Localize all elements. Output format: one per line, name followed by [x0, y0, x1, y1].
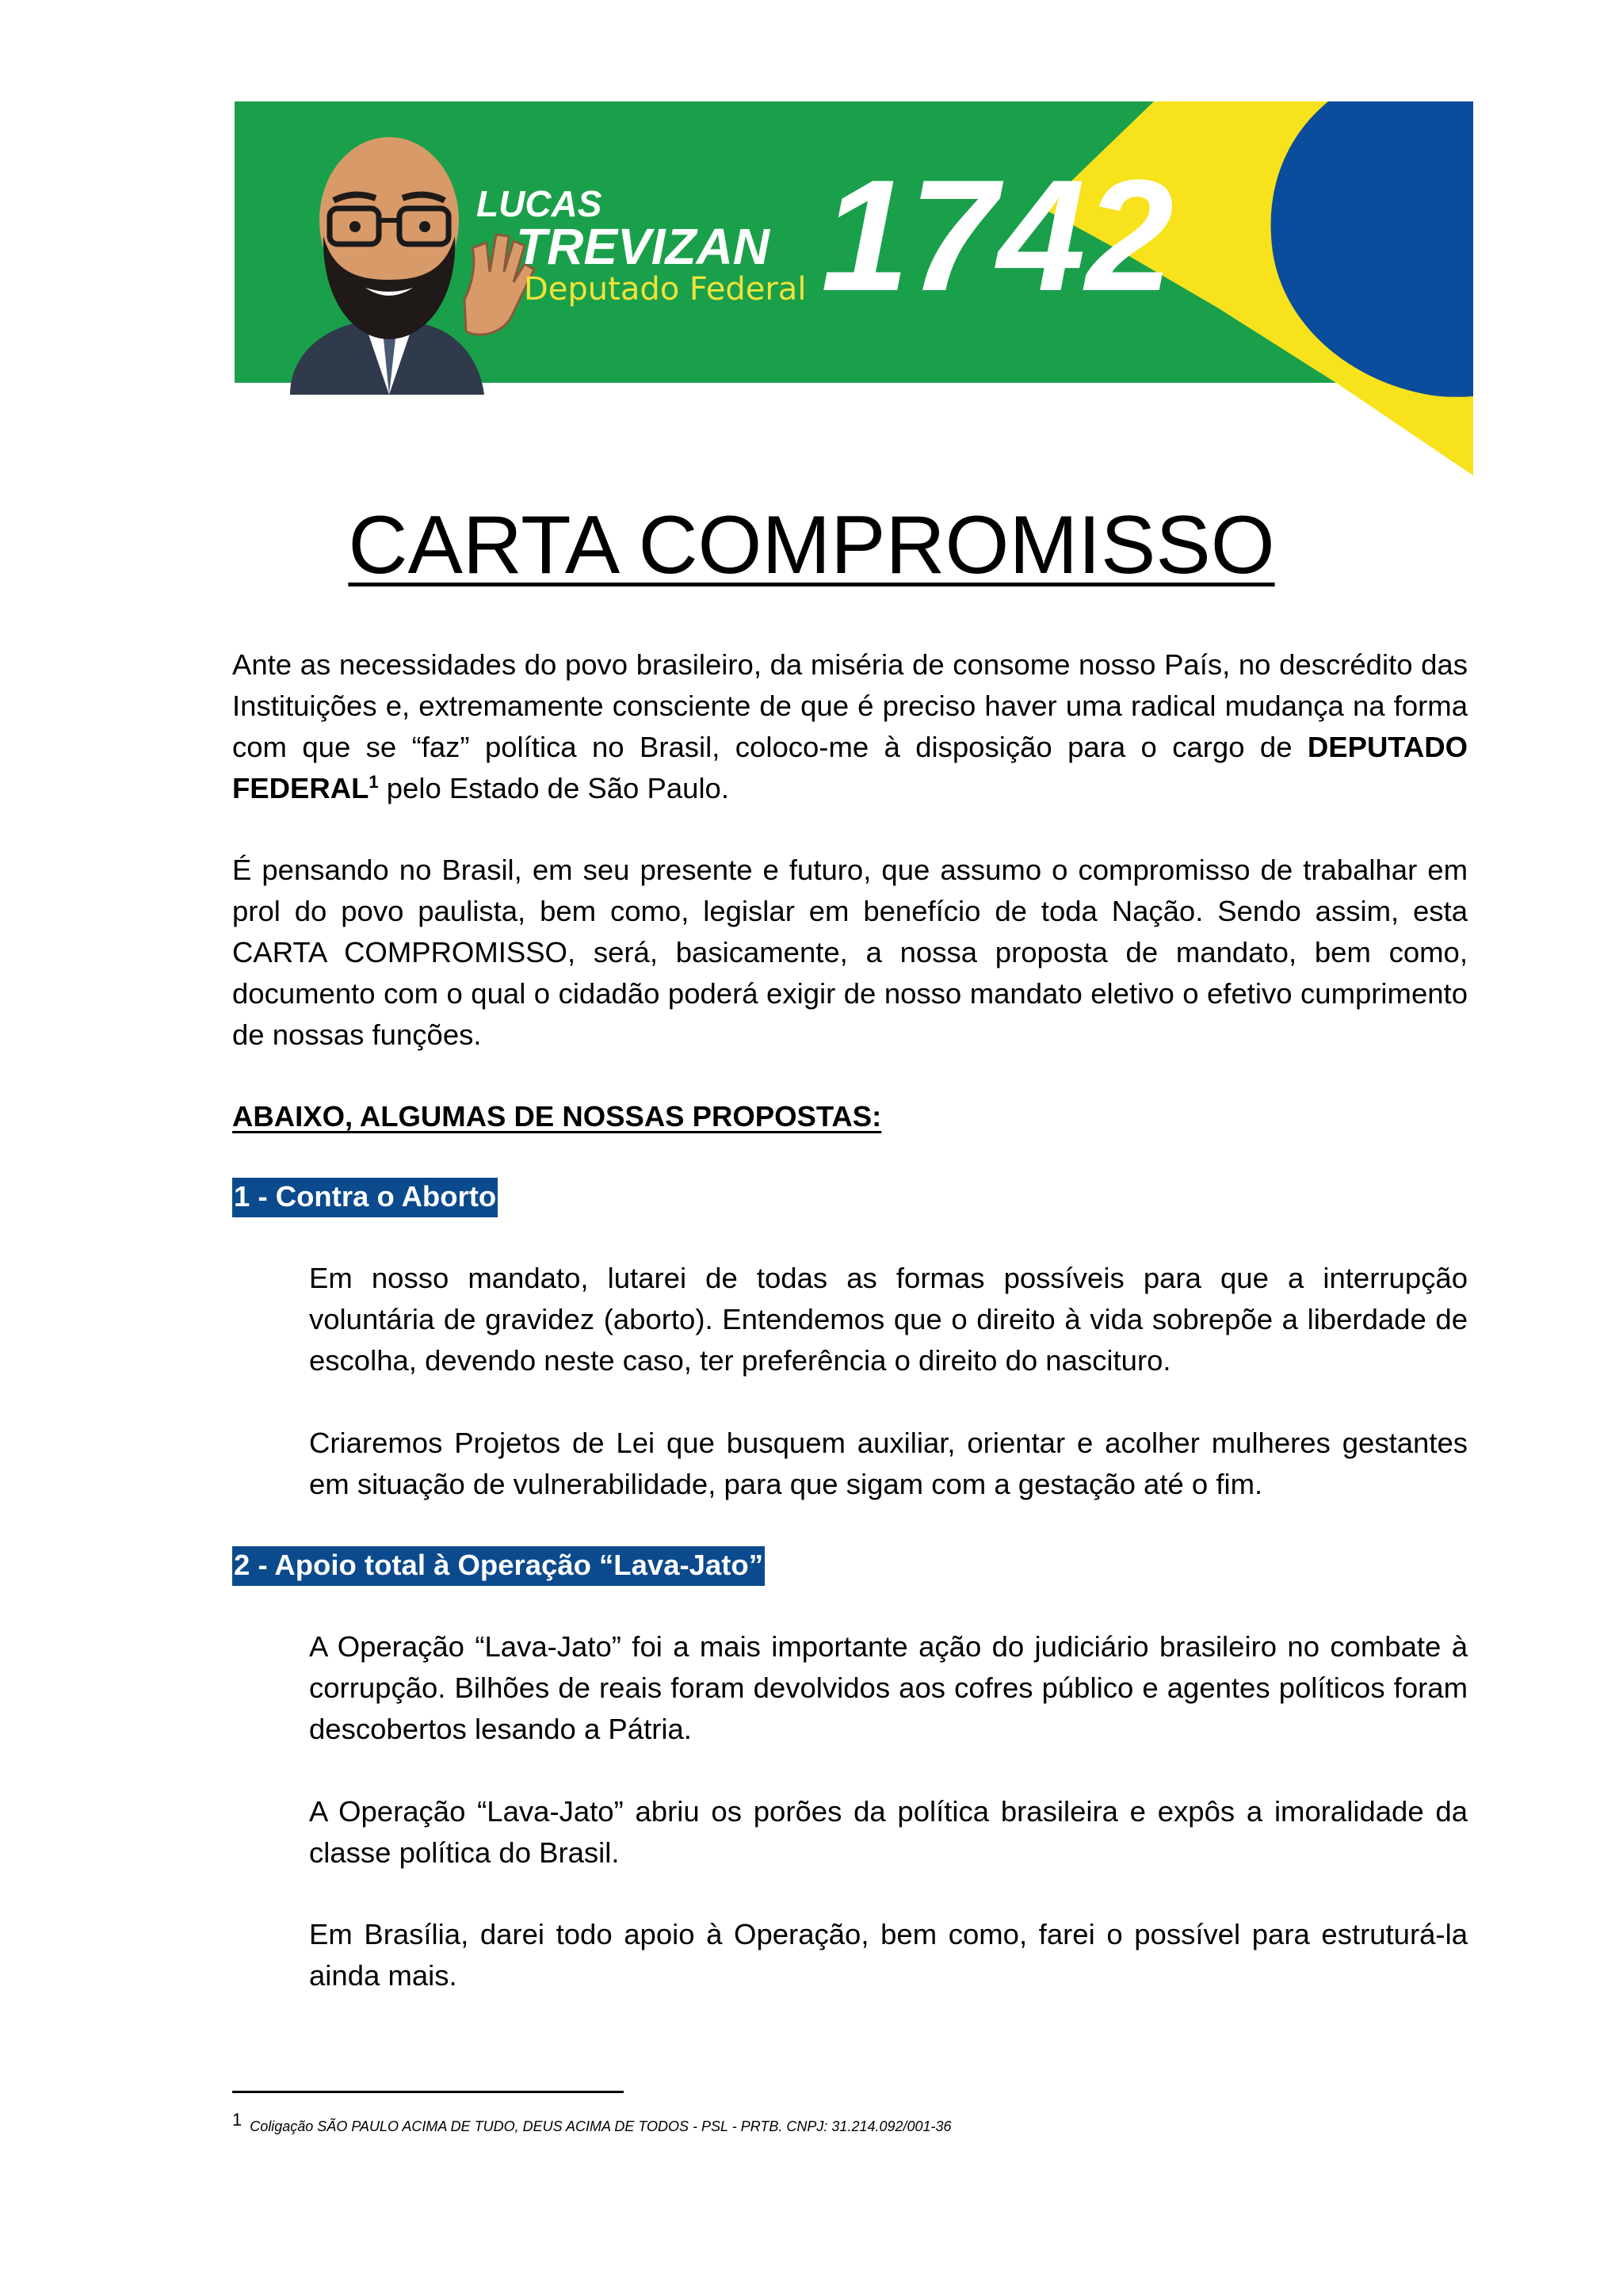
intro-bold: DEPUTADO FEDERAL [232, 731, 1468, 804]
intro-text: Ante as necessidades do povo brasileiro, da miséria de consome nosso País, no descrédito das Instituições e, extremamente consciente de que é preciso haver uma radical mudança na forma com que se “faz” política no Brasil, coloco-me à disposição para o cargo de [232, 648, 1468, 763]
candidate-first-name: LUCAS [476, 183, 602, 224]
section-paragraph: Criaremos Projetos de Lei que busquem auxiliar, orientar e acolher mulheres gestantes em situação de vulnerabilidade, para que sigam com a gestação até o fim. [309, 1427, 1468, 1500]
candidate-last-name: TREVIZAN [516, 218, 769, 275]
section-heading-lava-jato: 2 - Apoio total à Operação “Lava-Jato” [232, 1546, 765, 1586]
section-paragraph: Em nosso mandato, lutarei de todas as formas possíveis para que a interrupção voluntária de gravidez (aborto). Entendemos que o direito à vida sobrepõe a liberdade de escolha, devendo neste caso, ter preferência o direito do nascituro. [309, 1262, 1468, 1377]
section-paragraph: Em Brasília, darei todo apoio à Operação, bem como, farei o possível para estruturá-la ainda mais. [309, 1918, 1468, 1992]
section-paragraph: A Operação “Lava-Jato” abriu os porões da política brasileira e expôs a imoralidade da classe política do Brasil. [309, 1795, 1468, 1869]
section-heading-abortion: 1 - Contra o Aborto [232, 1178, 498, 1217]
candidate-number: 1742 [821, 147, 1174, 324]
campaign-banner [235, 101, 1473, 476]
commitment-paragraph: É pensando no Brasil, em seu presente e futuro, que assumo o compromisso de trabalhar em prol do povo paulista, bem como, legislar em benefício de toda Nação. Sendo assim, esta CARTA COMPROMISSO, será, basicamente, a nossa proposta de mandato, bem como, documento com o qual o cidadão poderá exigir de nosso mandato eletivo o efetivo cumprimento de nossas funções. [232, 854, 1468, 1051]
intro-text-end: pelo Estado de São Paulo. [378, 772, 729, 804]
footnote-ref: 1 [369, 771, 379, 792]
footnote [232, 2110, 952, 2135]
candidate-role: Deputado Federal [524, 271, 807, 308]
page-title: CARTA COMPROMISSO [348, 499, 1275, 591]
proposals-heading: ABAIXO, ALGUMAS DE NOSSAS PROPOSTAS: [232, 1100, 882, 1133]
footnote-divider [232, 2091, 624, 2093]
footnote-text: Coligação SÃO PAULO ACIMA DE TUDO, DEUS ACIMA DE TODOS - PSL - PRTB. CNPJ: 31.214.092/001-36 [250, 2118, 952, 2134]
section-paragraph: A Operação “Lava-Jato” foi a mais importante ação do judiciário brasileiro no combate à corrupção. Bilhões de reais foram devolvidos aos cofres público e agentes políticos foram descobertos lesando a Pátria. [309, 1630, 1468, 1745]
intro-paragraph [232, 644, 1468, 809]
footnote-number: 1 [232, 2110, 242, 2130]
